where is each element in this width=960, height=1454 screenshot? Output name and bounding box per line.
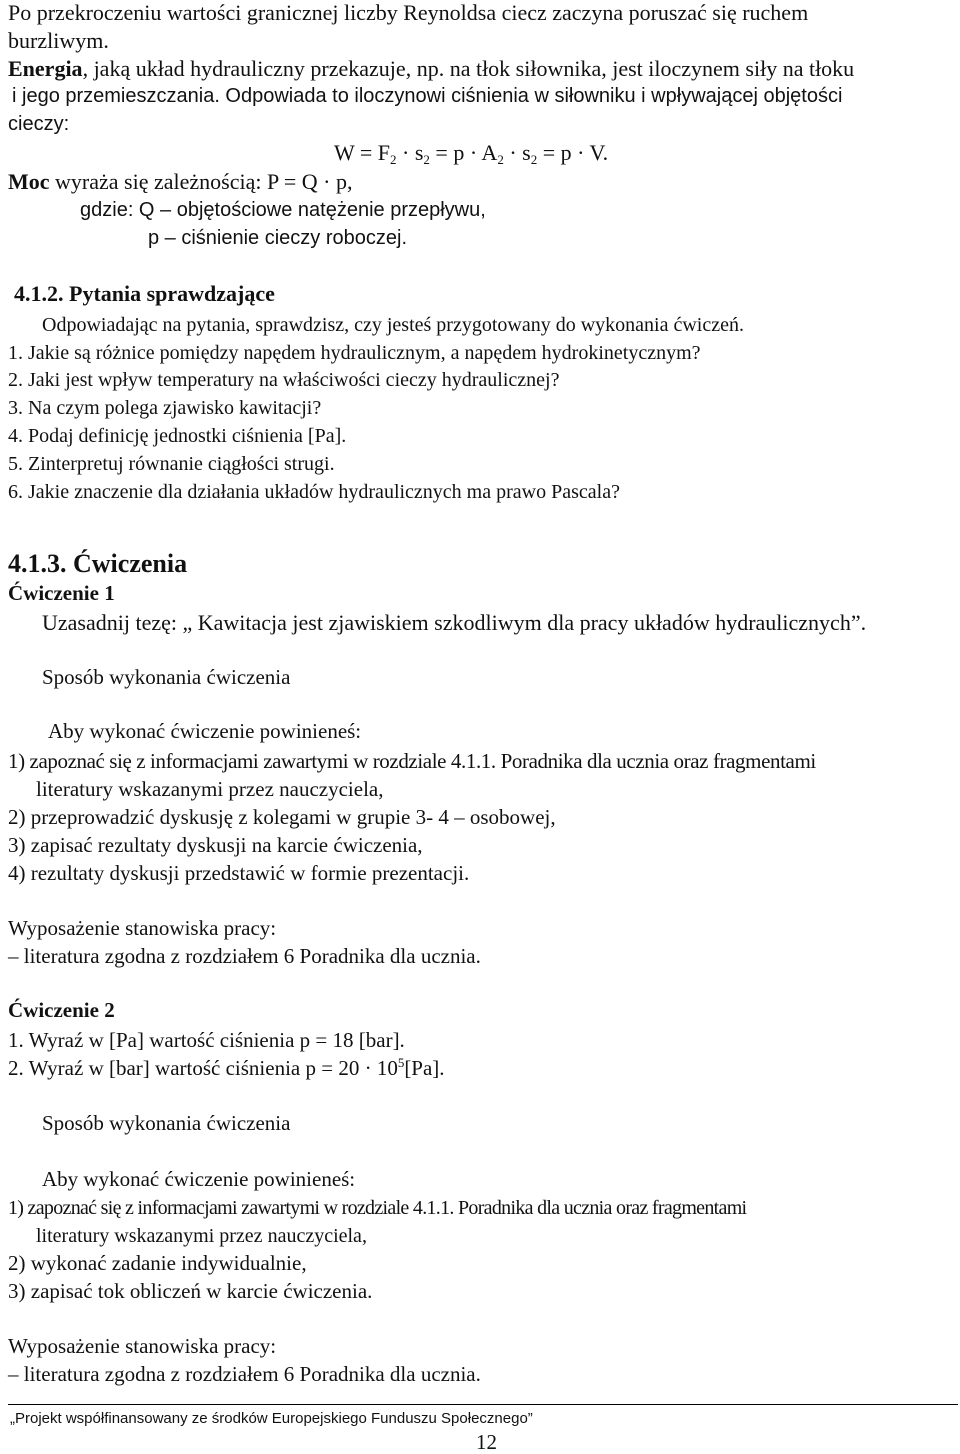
intro-line-5: cieczy: [8,113,70,135]
exercise-2-equipment-label: Wyposażenie stanowiska pracy: [8,1334,277,1358]
power-rest: wyraża się zależnością: P = Q · p, [49,169,353,194]
where-p-line: p – ciśnienie cieczy roboczej. [148,227,408,249]
power-formula-line [8,171,353,193]
question-item: 6. Jakie znaczenie dla działania układów hydraulicznych ma prawo Pascala? [8,481,620,503]
exercise-2-step: literatury wskazanymi przez nauczyciela, [36,1225,367,1247]
page-number: 12 [476,1430,497,1454]
question-item: 3. Na czym polega zjawisko kawitacji? [8,397,322,419]
exercise-2-step: 1) zapoznać się z informacjami zawartymi w rozdziale 4.1.1. Poradnika dla ucznia oraz fragmentami [8,1197,747,1219]
exercise-2-step: 3) zapisać tok obliczeń w karcie ćwiczenia. [8,1279,373,1303]
question-item: 2. Jaki jest wpływ temperatury na właściwości cieczy hydraulicznej? [8,369,560,391]
power-term: Moc [8,169,50,194]
questions-heading: 4.1.2. Pytania sprawdzające [14,281,275,306]
work-formula: W = F2 · s2 = p · A2 · s2 = p · V. [334,140,609,167]
exercise-2-task-2: 2. Wyraź w [bar] wartość ciśnienia $p = 20 \cdot 10^5[Pa]$. [8,1055,445,1080]
exercise-1-step: 4) rezultaty dyskusji przedstawić w formie prezentacji. [8,861,470,885]
intro-line-4: i jego przemieszczania. Odpowiada to iloczynowi ciśnienia w siłowniku i wpływającej objętości [12,85,843,107]
exercise-2-should-label: Aby wykonać ćwiczenie powinieneś: [42,1167,356,1191]
exercise-1-task: Uzasadnij tezę: „ Kawitacja jest zjawiskiem szkodliwym dla pracy układów hydraulicznych”. [42,610,867,635]
exercise-1-title: Ćwiczenie 1 [8,581,115,605]
exercise-1-step: literatury wskazanymi przez nauczyciela, [36,777,384,801]
question-item: 4. Podaj definicję jednostki ciśnienia [Pa]. [8,425,347,447]
exercises-heading: 4.1.3. Ćwiczenia [8,549,188,578]
intro-line-1: Po przekroczeniu wartości granicznej liczby Reynoldsa ciecz zaczyna poruszać się ruchem [8,0,809,25]
footer-divider [8,1404,958,1405]
exercise-1-step: 1) zapoznać się z informacjami zawartymi w rozdziale 4.1.1. Poradnika dla ucznia oraz fragmentami [8,749,816,773]
exercise-1-method-label: Sposób wykonania ćwiczenia [42,665,291,689]
exercise-2-title: Ćwiczenie 2 [8,998,115,1022]
exercise-1-should-label: Aby wykonać ćwiczenie powinieneś: [48,719,362,743]
energy-rest: , jaką układ hydrauliczny przekazuje, np. na tłok siłownika, jest iloczynem siły na tłoku [82,56,855,81]
exercise-2-method-label: Sposób wykonania ćwiczenia [42,1111,291,1135]
exercise-2-task-1: 1. Wyraź w [Pa] wartość ciśnienia p = 18 [bar]. [8,1028,405,1052]
question-item: 5. Zinterpretuj równanie ciągłości strugi. [8,453,335,475]
intro-line-2: burzliwym. [8,28,109,53]
exercise-1-step: 2) przeprowadzić dyskusję z kolegami w grupie 3- 4 – osobowej, [8,805,556,829]
where-q-line: gdzie: Q – objętościowe natężenie przepływu, [80,199,486,221]
exercise-2-equipment-item: – literatura zgodna z rozdziałem 6 Poradnika dla ucznia. [8,1362,481,1386]
questions-intro: Odpowiadając na pytania, sprawdzisz, czy jesteś przygotowany do wykonania ćwiczeń. [42,314,744,336]
footer-text: „Projekt współfinansowany ze środków Europejskiego Funduszu Społecznego” [10,1410,533,1427]
intro-energy-line [8,58,854,80]
exercise-1-equipment-item: – literatura zgodna z rozdziałem 6 Poradnika dla ucznia. [8,944,481,968]
question-item: 1. Jakie są różnice pomiędzy napędem hydraulicznym, a napędem hydrokinetycznym? [8,342,701,364]
exercise-2-step: 2) wykonać zadanie indywidualnie, [8,1251,307,1275]
exercise-1-step: 3) zapisać rezultaty dyskusji na karcie ćwiczenia, [8,833,423,857]
exercise-1-equipment-label: Wyposażenie stanowiska pracy: [8,916,277,940]
energy-term: Energia [8,56,83,81]
